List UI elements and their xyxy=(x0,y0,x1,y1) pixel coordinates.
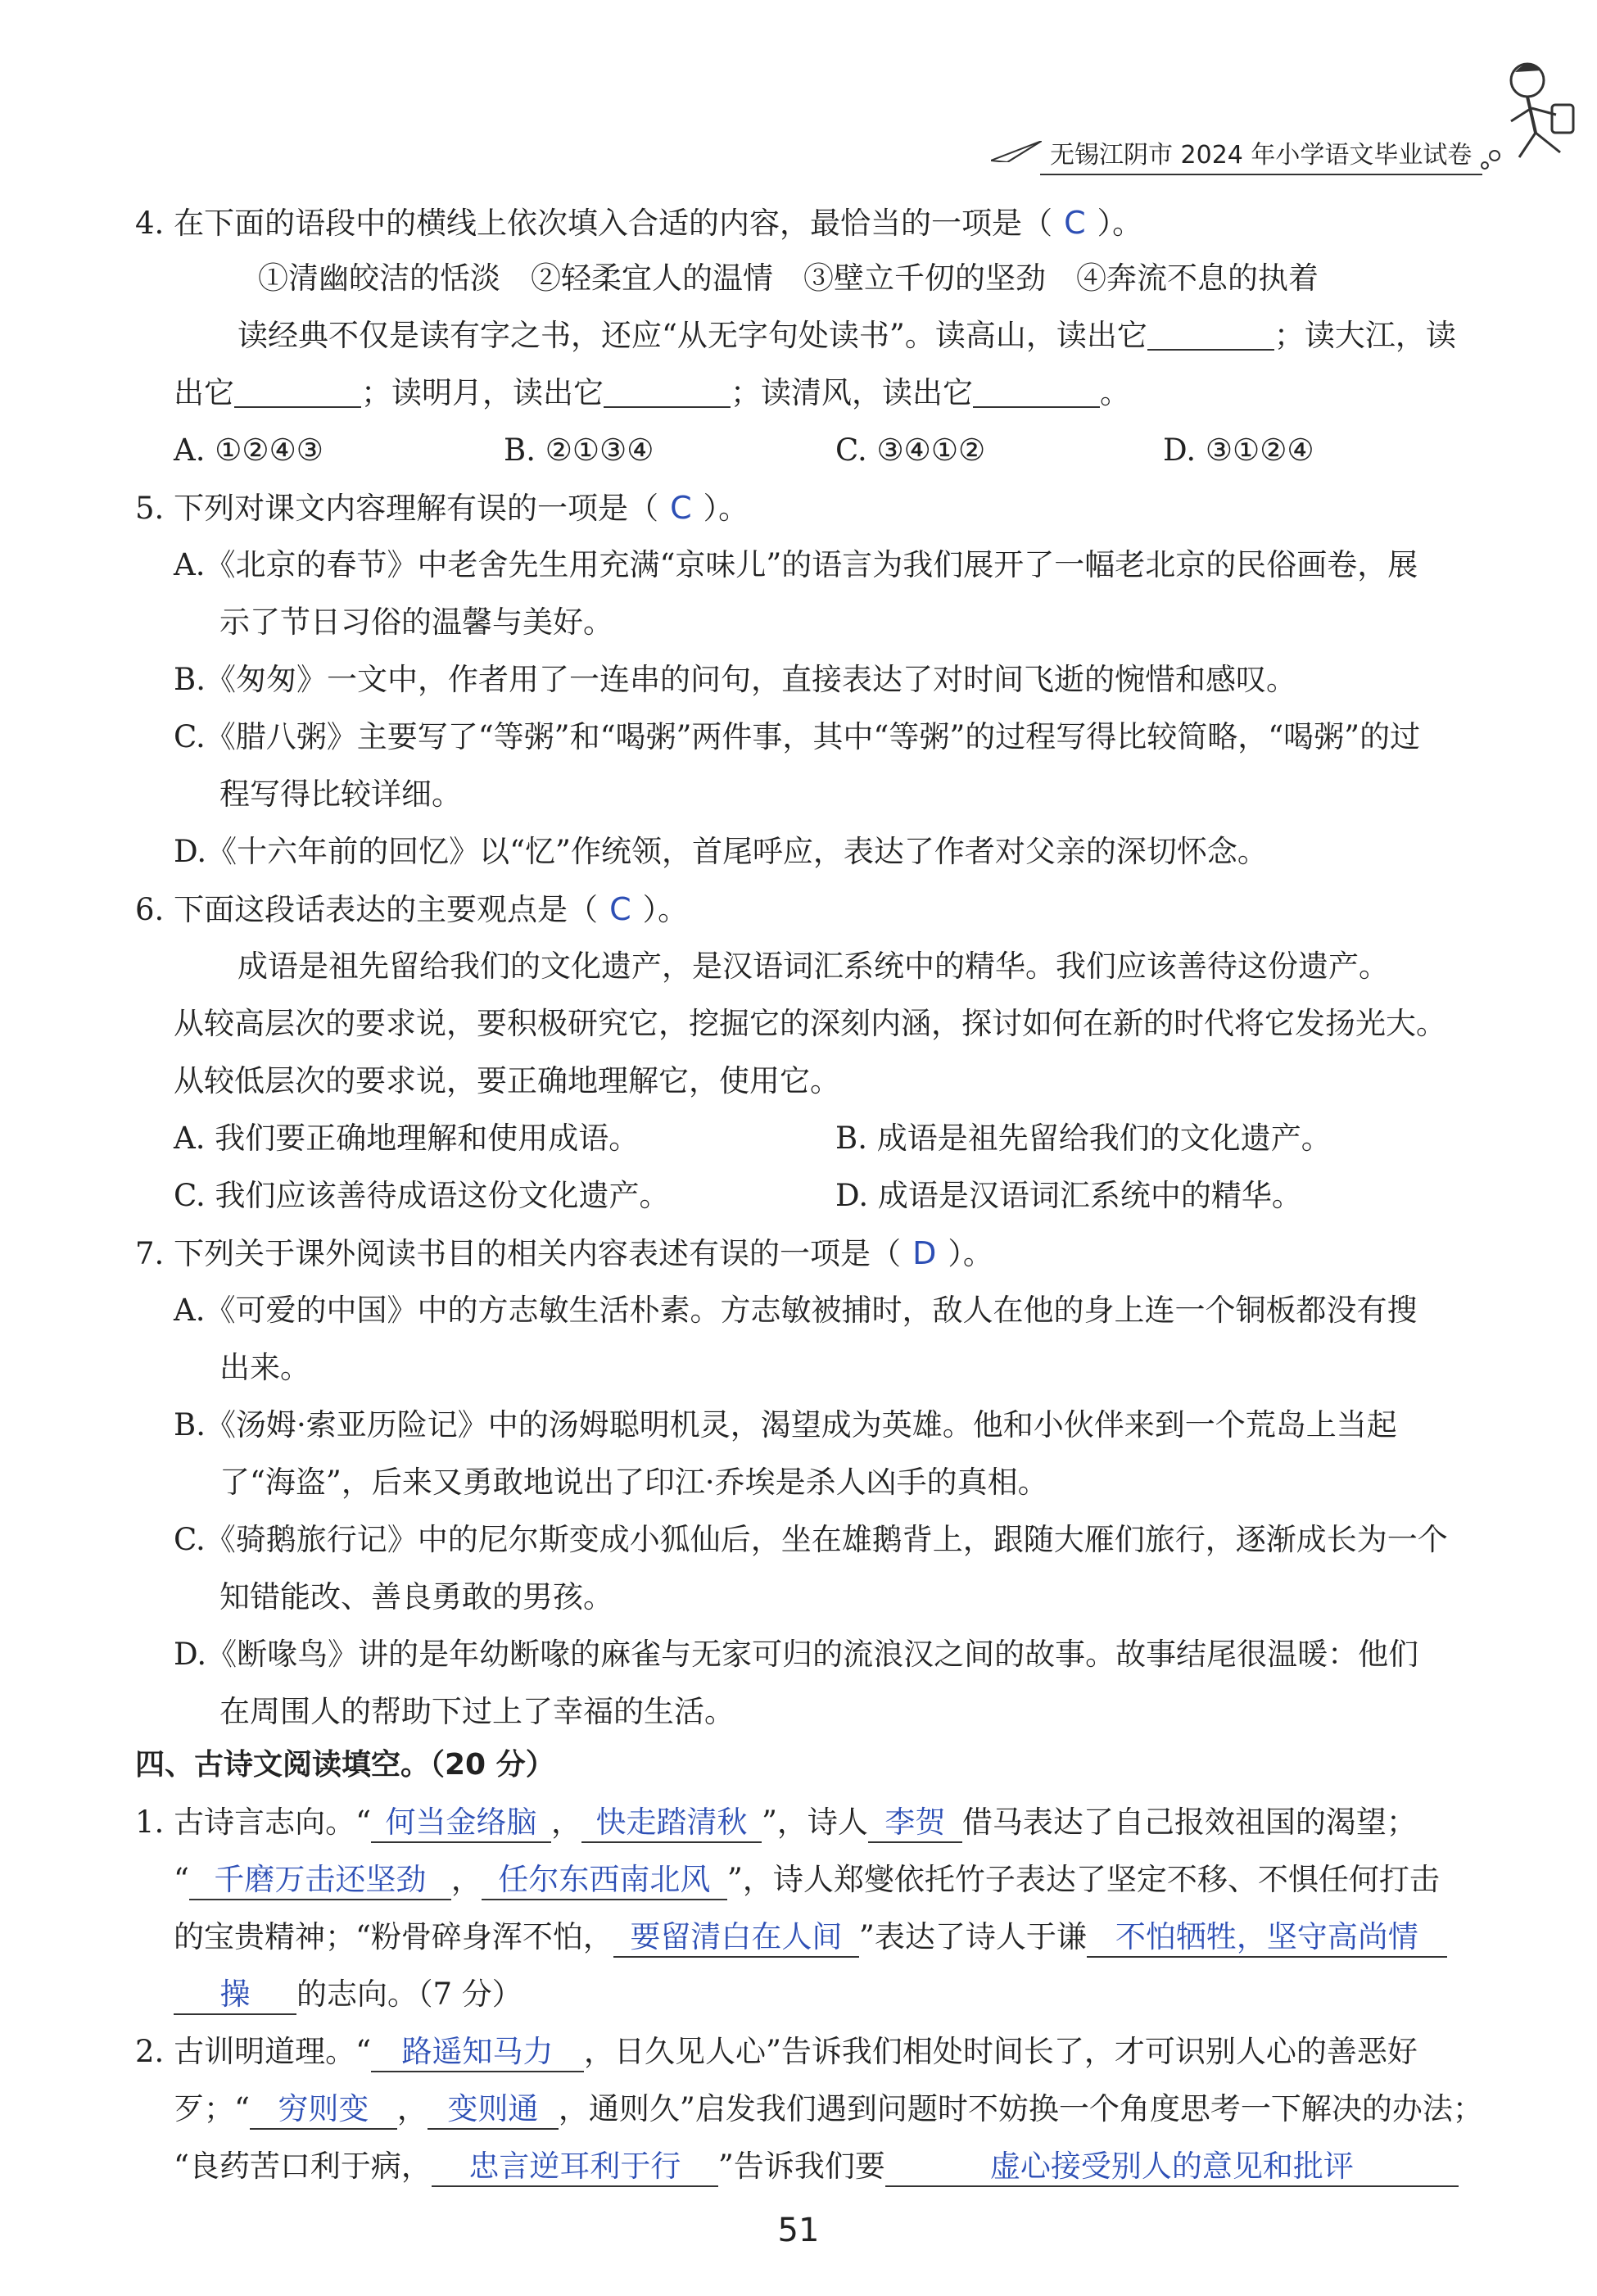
q5-answer: C xyxy=(670,490,692,526)
q4-para1-text: 读经典不仅是读有字之书，还应“从无字句处读书”。读高山，读出它 xyxy=(238,318,1147,353)
s2-l2-text-c: ，通则久”启发我们遇到问题时不妨换一个角度思考一下解决的办法； xyxy=(558,2091,1483,2126)
exam-title: 无锡江阴市 2024 年小学语文毕业试卷 xyxy=(1050,141,1473,170)
running-boy-icon xyxy=(1470,57,1585,172)
q4-blank-3[interactable] xyxy=(604,374,731,408)
s1-l2-quote: “ xyxy=(174,1862,189,1897)
q5-option-d: D.《十六年前的回忆》以“忆”作统领，首尾呼应，表达了作者对父亲的深切怀念。 xyxy=(174,834,1268,869)
s1-l1-comma: ， xyxy=(550,1805,581,1840)
s1-line4 xyxy=(174,1974,523,2015)
section-4-title: 四、古诗文阅读填空。（20 分） xyxy=(135,1748,555,1782)
q4-blank-1[interactable] xyxy=(1147,316,1274,351)
q4-para2-text-b: ；读明月，读出它 xyxy=(361,375,604,410)
q4-answer: C xyxy=(1064,205,1086,241)
s1-answer-1[interactable]: 何当金络脑 xyxy=(371,1804,551,1843)
s1-line3 xyxy=(174,1917,1447,1958)
q5-stem-end: ）。 xyxy=(703,491,749,526)
q7-option-d-line1: D.《断喙鸟》讲的是年幼断喙的麻雀与无家可归的流浪汉之间的故事。故事结尾很温暖：他们 xyxy=(174,1637,1419,1672)
page-number: 51 xyxy=(777,2212,820,2249)
q6-option-c: C. 我们应该善待成语这份文化遗产。 xyxy=(174,1178,670,1213)
q4-blank-2[interactable] xyxy=(234,374,361,408)
s2-l1-text-b: ，日久见人心”告诉我们相处时间长了，才可识别人心的善恶好 xyxy=(583,2034,1418,2069)
q5-option-a-line1: A.《北京的春节》中老舍先生用充满“京味儿”的语言为我们展开了一幅老北京的民俗画卷，展 xyxy=(174,547,1418,582)
s1-l2-comma: ， xyxy=(450,1862,482,1897)
s1-answer-7-cont[interactable]: 操 xyxy=(174,1976,296,2015)
q4-option-c: C. ③④①② xyxy=(835,432,986,468)
s1-line2 xyxy=(174,1859,1440,1900)
q4-para1-end: ；读大江，读 xyxy=(1274,318,1456,353)
q7-option-c-line1: C.《骑鹅旅行记》中的尼尔斯变成小狐仙后，坐在雄鹅背上，跟随大雁们旅行，逐渐成长为一个 xyxy=(174,1522,1448,1557)
header-rule xyxy=(1040,174,1482,175)
q4-paragraph-line1 xyxy=(238,315,1456,356)
q6-option-b: B. 成语是祖先留给我们的文化遗产。 xyxy=(835,1121,1332,1156)
q4-para2-text-c: ；读清风，读出它 xyxy=(731,375,973,410)
q7-answer: D xyxy=(912,1235,937,1271)
paper-plane-icon xyxy=(991,141,1042,162)
q6-answer: C xyxy=(609,891,631,927)
q7-option-b-line2: 了“海盗”，后来又勇敢地说出了印江·乔埃是杀人凶手的真相。 xyxy=(219,1465,1048,1500)
s1-answer-2[interactable]: 快走踏清秋 xyxy=(581,1804,762,1843)
s2-l2-comma: ， xyxy=(396,2091,428,2126)
q4-stem xyxy=(135,202,1142,244)
s1-l1-text: 1. 古诗言志向。“ xyxy=(135,1805,371,1840)
s2-line2 xyxy=(174,2089,1483,2130)
q7-stem-text: 7. 下列关于课外阅读书目的相关内容表述有误的一项是（ xyxy=(135,1236,902,1271)
q4-option-b: B. ②①③④ xyxy=(504,432,654,468)
s1-l4-text: 的志向。（7 分） xyxy=(296,1977,523,2012)
q5-option-c-line2: 程写得比较详细。 xyxy=(219,777,462,812)
s1-l2-text: ”，诗人郑燮依托竹子表达了坚定不移、不惧任何打击 xyxy=(726,1862,1440,1897)
s2-answer-5[interactable]: 虚心接受别人的意见和批评 xyxy=(885,2148,1459,2187)
q6-passage-line2: 从较高层次的要求说，要积极研究它，挖掘它的深刻内涵，探讨如何在新的时代将它发扬光大。 xyxy=(174,1006,1446,1041)
q4-blank-4[interactable] xyxy=(973,374,1100,408)
q5-stem-text: 5. 下列对课文内容理解有误的一项是（ xyxy=(135,491,659,526)
q4-para2-text: 出它 xyxy=(174,375,234,410)
s2-answer-3[interactable]: 变则通 xyxy=(428,2090,559,2130)
q4-paragraph-line2 xyxy=(174,373,1130,414)
s1-answer-4[interactable]: 千磨万击还坚劲 xyxy=(189,1861,451,1900)
s1-l3-text-b: ”表达了诗人于谦 xyxy=(858,1919,1087,1954)
q4-para2-end: 。 xyxy=(1100,375,1130,410)
q4-option-d: D. ③①②④ xyxy=(1163,432,1314,468)
s1-l1-text-c: ”，诗人 xyxy=(761,1805,868,1840)
s1-l3-text: 的宝贵精神；“粉骨碎身浑不怕， xyxy=(174,1919,613,1954)
s1-answer-5[interactable]: 任尔东西南北风 xyxy=(482,1861,727,1900)
q6-stem-end: ）。 xyxy=(642,892,689,927)
s2-l2-text: 歹；“ xyxy=(174,2091,250,2126)
s2-l3-text-b: ”告诉我们要 xyxy=(717,2149,885,2184)
q6-stem-text: 6. 下面这段话表达的主要观点是（ xyxy=(135,892,599,927)
s1-l1-text-d: 借马表达了自己报效祖国的渴望； xyxy=(961,1805,1417,1840)
q5-option-b: B.《匆匆》一文中，作者用了一连串的问句，直接表达了对时间飞逝的惋惜和感叹。 xyxy=(174,662,1296,697)
q7-option-a-line1: A.《可爱的中国》中的方志敏生活朴素。方志敏被捕时，敌人在他的身上连一个铜板都没有搜 xyxy=(174,1293,1418,1328)
q6-passage-line3: 从较低层次的要求说，要正确地理解它，使用它。 xyxy=(174,1063,840,1098)
s2-line1 xyxy=(135,2031,1418,2072)
q7-option-c-line2: 知错能改、善良勇敢的男孩。 xyxy=(219,1579,613,1614)
s2-answer-1[interactable]: 路遥知马力 xyxy=(371,2033,584,2072)
q5-option-a-line2: 示了节日习俗的温馨与美好。 xyxy=(219,605,613,640)
s1-answer-3[interactable]: 李贺 xyxy=(868,1804,962,1843)
q7-stem xyxy=(135,1233,993,1275)
q7-option-a-line2: 出来。 xyxy=(219,1350,310,1385)
q4-stem-text: 4. 在下面的语段中的横线上依次填入合适的内容，最恰当的一项是（ xyxy=(135,206,1053,241)
q5-option-c-line1: C.《腊八粥》主要写了“等粥”和“喝粥”两件事，其中“等粥”的过程写得比较简略，“喝粥”的过 xyxy=(174,719,1421,754)
q6-option-a: A. 我们要正确地理解和使用成语。 xyxy=(174,1121,640,1156)
q7-option-b-line1: B.《汤姆·索亚历险记》中的汤姆聪明机灵，渴望成为英雄。他和小伙伴来到一个荒岛上当起 xyxy=(174,1407,1397,1442)
s1-line1 xyxy=(135,1802,1417,1843)
q4-option-a: A. ①②④③ xyxy=(174,432,323,468)
s2-answer-2[interactable]: 穷则变 xyxy=(250,2090,397,2130)
s2-line3 xyxy=(174,2146,1459,2187)
q6-passage-line1: 成语是祖先留给我们的文化遗产，是汉语词汇系统中的精华。我们应该善待这份遗产。 xyxy=(238,949,1389,984)
q7-stem-end: ）。 xyxy=(948,1236,993,1271)
q4-stem-end: ）。 xyxy=(1097,206,1143,241)
q7-option-d-line2: 在周围人的帮助下过上了幸福的生活。 xyxy=(219,1694,735,1729)
q4-phrases: ①清幽皎洁的恬淡 ②轻柔宜人的温情 ③壁立千仞的坚劲 ④奔流不息的执着 xyxy=(258,260,1319,296)
page-header xyxy=(991,123,1482,172)
s2-answer-4[interactable]: 忠言逆耳利于行 xyxy=(432,2148,718,2187)
q5-stem xyxy=(135,487,749,529)
s2-l3-text: “良药苦口利于病， xyxy=(174,2149,432,2184)
s1-answer-6[interactable]: 要留清白在人间 xyxy=(613,1918,859,1958)
q6-stem xyxy=(135,889,688,931)
s1-answer-7[interactable]: 不怕牺牲，坚守高尚情 xyxy=(1087,1918,1447,1958)
q6-option-d: D. 成语是汉语词汇系统中的精华。 xyxy=(835,1178,1302,1213)
s2-l1-text: 2. 古训明道理。“ xyxy=(135,2034,371,2069)
